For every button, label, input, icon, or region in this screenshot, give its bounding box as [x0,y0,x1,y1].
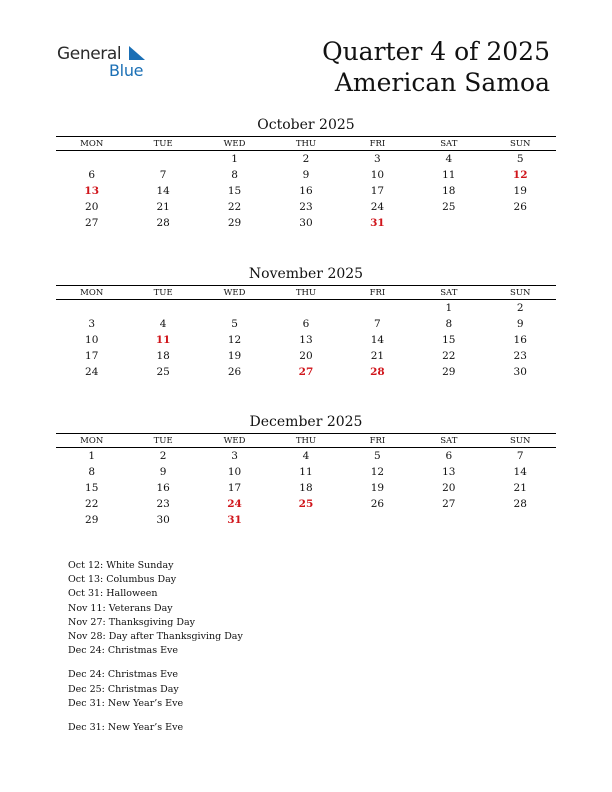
month-calendar-november [56,265,556,380]
holiday-group-gap [68,711,243,721]
day-cell: 8 [445,318,453,330]
day-cell: 26 [370,498,385,510]
weekday-label: SUN [510,138,531,149]
month-calendar-october [56,116,556,231]
day-cell: 18 [299,482,313,494]
day-cell: 18 [156,350,170,362]
day-cell: 6 [302,318,310,330]
holiday-item: Dec 25: Christmas Day [68,683,179,695]
weekday-label: THU [295,287,317,298]
day-cell: 29 [227,217,242,229]
day-cell: 31 [227,514,242,526]
weekday-label: WED [223,287,246,298]
day-cell: 24 [370,201,385,213]
day-cell: 6 [88,169,96,181]
day-cell: 1 [88,450,96,462]
week-row [56,364,556,380]
day-cell: 16 [299,185,313,197]
logo-text-blue: Blue [109,61,144,80]
day-cell: 17 [85,350,99,362]
title-country: American Samoa [334,68,550,97]
day-cell: 24 [227,498,242,510]
day-cell: 17 [370,185,385,197]
day-cell: 6 [445,450,453,462]
holiday-item: Oct 13: Columbus Day [68,574,177,586]
day-cell: 19 [227,350,242,362]
week-row [56,199,556,215]
day-cell: 26 [227,366,242,378]
day-cell: 21 [370,350,385,362]
day-cell: 21 [513,482,527,494]
day-cell: 30 [299,217,313,229]
week-row [56,348,556,364]
day-cell: 7 [374,318,381,330]
holiday-item: Nov 11: Veterans Day [68,602,173,614]
day-cell: 18 [442,185,456,197]
weekday-label: WED [223,435,246,446]
day-cell: 20 [442,482,456,494]
day-cell: 11 [299,466,313,478]
week-row [56,300,556,316]
day-cell: 10 [370,169,385,181]
day-cell: 29 [85,514,99,526]
week-row [56,215,556,231]
week-row [56,151,556,167]
week-row [56,448,556,464]
day-cell: 16 [156,482,170,494]
day-cell: 4 [159,318,167,330]
day-cell: 1 [445,302,453,314]
weekday-label: FRI [369,435,386,446]
day-cell: 3 [374,153,381,165]
day-cell: 8 [88,466,96,478]
day-cell: 21 [156,201,170,213]
day-cell: 7 [159,169,167,181]
day-cell: 27 [298,366,314,378]
weekday-header [56,433,556,448]
day-cell: 12 [512,169,528,181]
day-cell: 7 [516,450,524,462]
day-cell: 1 [231,153,238,165]
day-cell: 23 [156,498,170,510]
holiday-item: Dec 31: New Year’s Eve [68,697,184,709]
weekday-label: SUN [510,435,531,446]
week-row [56,512,556,528]
weekday-label: FRI [369,287,386,298]
day-cell: 22 [442,350,456,362]
weekday-label: TUE [153,138,173,149]
day-cell: 19 [513,185,527,197]
day-cell: 13 [84,185,100,197]
day-cell: 23 [513,350,527,362]
weekday-label: SAT [440,435,458,446]
day-cell: 28 [513,498,527,510]
holiday-item: Dec 24: Christmas Eve [68,669,179,681]
day-cell: 25 [298,498,314,510]
weekday-header [56,136,556,151]
day-cell: 9 [516,318,524,330]
weekday-label: SAT [440,138,458,149]
page-title [322,36,550,98]
weekday-label: SUN [510,287,531,298]
day-cell: 14 [156,185,170,197]
day-cell: 10 [227,466,242,478]
day-cell: 20 [299,350,313,362]
week-row [56,167,556,183]
day-cell: 24 [85,366,99,378]
day-cell: 8 [231,169,238,181]
weekday-header [56,285,556,300]
day-cell: 15 [85,482,99,494]
month-title: November 2025 [248,266,364,282]
weekday-label: MON [80,287,104,298]
day-cell: 13 [299,334,313,346]
day-cell: 2 [159,450,167,462]
day-cell: 31 [370,217,385,229]
day-cell: 2 [302,153,310,165]
day-cell: 3 [231,450,238,462]
weekday-label: THU [295,138,317,149]
day-cell: 27 [442,498,456,510]
holiday-list [68,559,243,735]
day-cell: 28 [156,217,170,229]
day-cell: 25 [156,366,170,378]
day-cell: 22 [227,201,242,213]
day-cell: 14 [513,466,527,478]
day-cell: 20 [85,201,99,213]
month-title: October 2025 [257,117,355,133]
day-cell: 22 [85,498,99,510]
day-cell: 4 [445,153,453,165]
day-cell: 30 [156,514,170,526]
weekday-label: WED [223,138,246,149]
week-row [56,183,556,199]
logo-triangle-icon [129,46,145,60]
day-cell: 2 [516,302,524,314]
day-cell: 13 [442,466,456,478]
day-cell: 12 [370,466,385,478]
week-row [56,496,556,512]
day-cell: 10 [85,334,99,346]
day-cell: 5 [231,318,238,330]
week-row [56,480,556,496]
holiday-item: Dec 24: Christmas Eve [68,645,179,657]
day-cell: 16 [513,334,527,346]
day-cell: 5 [374,450,381,462]
day-cell: 5 [516,153,524,165]
day-cell: 28 [370,366,385,378]
day-cell: 12 [227,334,242,346]
holiday-item: Dec 31: New Year’s Eve [68,722,184,734]
holiday-item: Nov 28: Day after Thanksgiving Day [68,631,243,643]
day-cell: 3 [88,318,96,330]
day-cell: 9 [302,169,310,181]
day-cell: 17 [227,482,242,494]
day-cell: 15 [442,334,456,346]
month-title: December 2025 [249,414,363,430]
day-cell: 27 [85,217,99,229]
day-cell: 25 [442,201,456,213]
weekday-label: MON [80,138,104,149]
weekday-label: TUE [153,435,173,446]
week-row [56,316,556,332]
weekday-label: FRI [369,138,386,149]
day-cell: 23 [299,201,313,213]
weekday-label: TUE [153,287,173,298]
weekday-label: SAT [440,287,458,298]
day-cell: 30 [513,366,527,378]
logo-text-general: General [57,44,122,64]
day-cell: 11 [442,169,456,181]
holiday-item: Oct 12: White Sunday [68,560,174,571]
title-quarter: Quarter 4 of 2025 [322,37,550,66]
day-cell: 15 [227,185,242,197]
holiday-item: Nov 27: Thanksgiving Day [68,616,195,628]
holiday-group-gap [68,658,243,668]
day-cell: 19 [370,482,385,494]
holiday-item: Oct 31: Halloween [68,588,158,600]
day-cell: 4 [302,450,310,462]
weekday-label: THU [295,435,317,446]
day-cell: 29 [442,366,456,378]
day-cell: 14 [370,334,385,346]
day-cell: 26 [513,201,527,213]
weekday-label: MON [80,435,104,446]
week-row [56,464,556,480]
day-cell: 11 [155,334,171,346]
day-cell: 9 [159,466,167,478]
month-calendar-december [56,413,556,528]
week-row [56,332,556,348]
generalblue-logo [57,44,157,80]
